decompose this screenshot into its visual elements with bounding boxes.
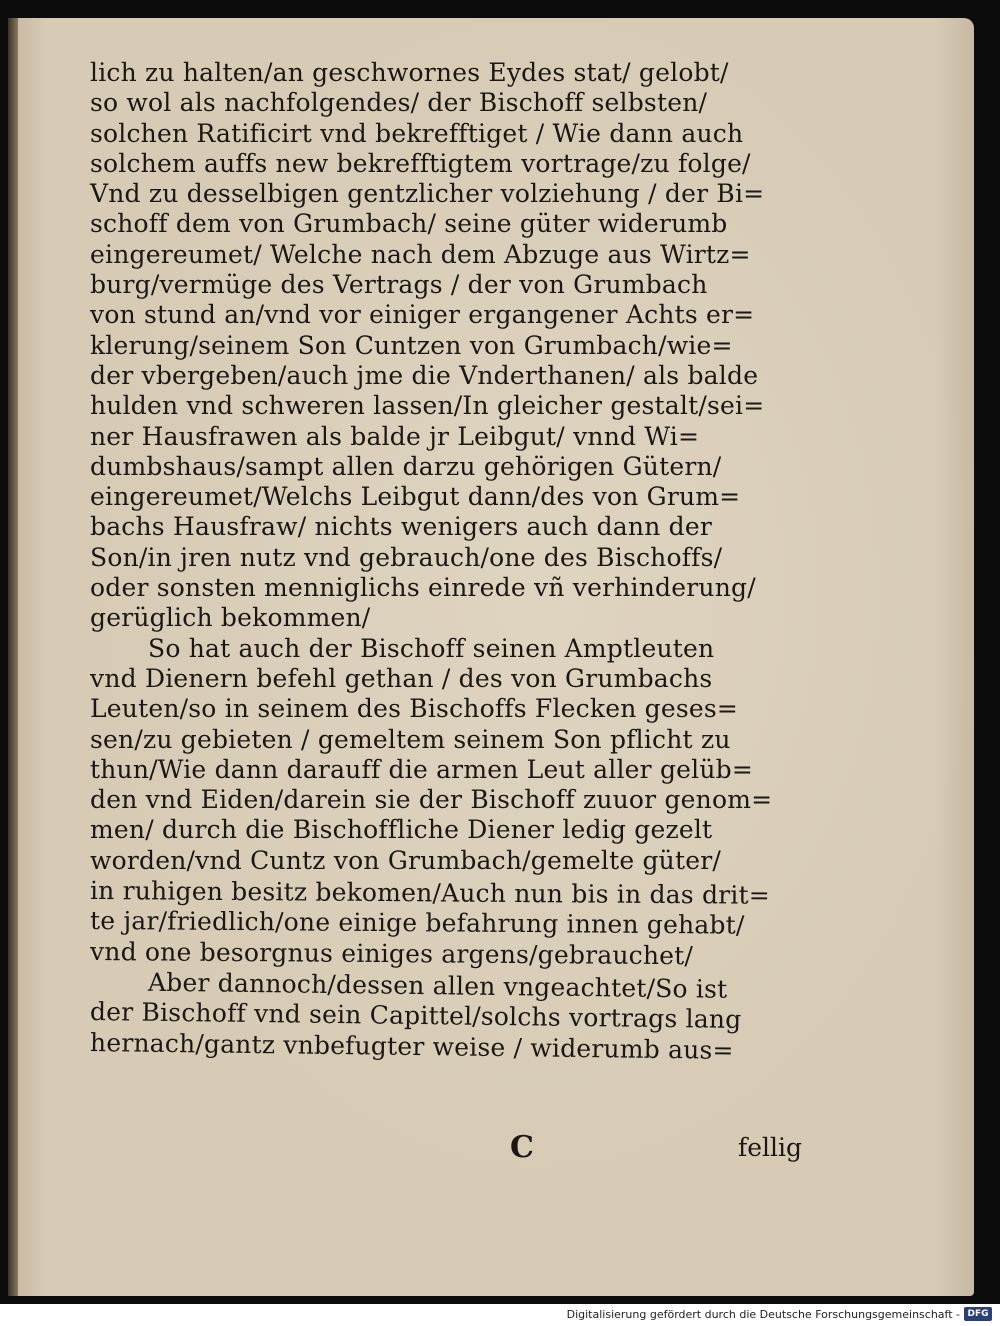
text-line: schoff dem von Grumbach/ seine güter widerumb [90, 209, 728, 239]
text-line: eingereumet/Welchs Leibgut dann/des von Grum= [90, 482, 741, 512]
page-foot-row [90, 1128, 802, 1168]
funding-credit: Digitalisierung gefördert durch die Deutsche Forschungsgemeinschaft - [566, 1308, 960, 1321]
catchword: fellig [737, 1133, 802, 1162]
text-line: der Bischoff vnd sein Capittel/solchs vortrags lang [89, 997, 742, 1035]
text-line: eingereumet/ Welche nach dem Abzuge aus Wirtz= [90, 239, 751, 269]
text-line: Leuten/so in seinem des Bischoffs Flecken geses= [90, 694, 739, 724]
text-line: te jar/friedlich/one einige befahrung innen gehabt/ [89, 906, 745, 940]
text-line: ner Hausfrawen als balde jr Leibgut/ vnnd Wi= [90, 421, 700, 451]
text-line: Son/in jren nutz vnd gebrauch/one des Bischoffs/ [90, 542, 723, 572]
paragraph-start-line: So hat auch der Bischoff seinen Amptleuten [148, 633, 715, 663]
text-line: solchen Ratificirt vnd bekrefftiget / Wie dann auch [90, 118, 744, 148]
text-line: klerung/seinem Son Cuntzen von Grumbach/wie= [90, 330, 733, 360]
text-line: burg/vermüge des Vertrags / der von Grumbach [90, 270, 708, 300]
text-line: solchem auffs new bekrefftigtem vortrage/zu folge/ [90, 148, 751, 178]
text-line: gerüglich bekommen/ [90, 603, 371, 633]
text-line: der vbergeben/auch jme die Vnderthanen/ als balde [90, 360, 759, 390]
text-line: bachs Hausfraw/ nichts wenigers auch dann der [90, 512, 713, 542]
text-line: in ruhigen besitz bekomen/Auch nun bis in das drit= [89, 876, 771, 910]
text-block [89, 58, 860, 1065]
text-line: oder sonsten menniglichs einrede vñ verhinderung/ [90, 573, 756, 603]
text-line: dumbshaus/sampt allen darzu gehörigen Gütern/ [90, 451, 722, 481]
signature-mark: C [510, 1130, 534, 1165]
text-line: hulden vnd schweren lassen/In gleicher gestalt/sei= [90, 391, 765, 421]
page-gutter [8, 18, 18, 1296]
text-line: so wol als nachfolgendes/ der Bischoff selbsten/ [90, 88, 708, 118]
paragraph-start-line: Aber dannoch/dessen allen vngeachtet/So ist [147, 967, 728, 1004]
text-line: men/ durch die Bischoffliche Diener ledig gezelt [90, 815, 713, 845]
text-line: vnd one besorgnus einiges argens/gebrauchet/ [89, 936, 694, 970]
footer-bar [0, 1304, 1000, 1326]
dfg-logo-icon: DFG [964, 1307, 992, 1321]
text-line: den vnd Eiden/darein sie der Bischoff zuuor genom= [90, 785, 773, 815]
text-line: von stund an/vnd vor einiger ergangener Achts er= [90, 300, 755, 330]
text-line: vnd Dienern befehl gethan / des von Grumbachs [90, 663, 713, 693]
text-line: thun/Wie dann darauff die armen Leut aller gelüb= [90, 754, 754, 784]
text-line: Vnd zu desselbigen gentzlicher volziehung / der Bi= [90, 179, 765, 209]
text-line: lich zu halten/an geschwornes Eydes stat/ gelobt/ [90, 58, 729, 87]
text-line: sen/zu gebieten / gemeltem seinem Son pflicht zu [90, 724, 731, 754]
text-line: worden/vnd Cuntz von Grumbach/gemelte güter/ [90, 845, 721, 875]
text-line: hernach/gantz vnbefugter weise / widerumb aus= [89, 1027, 734, 1065]
